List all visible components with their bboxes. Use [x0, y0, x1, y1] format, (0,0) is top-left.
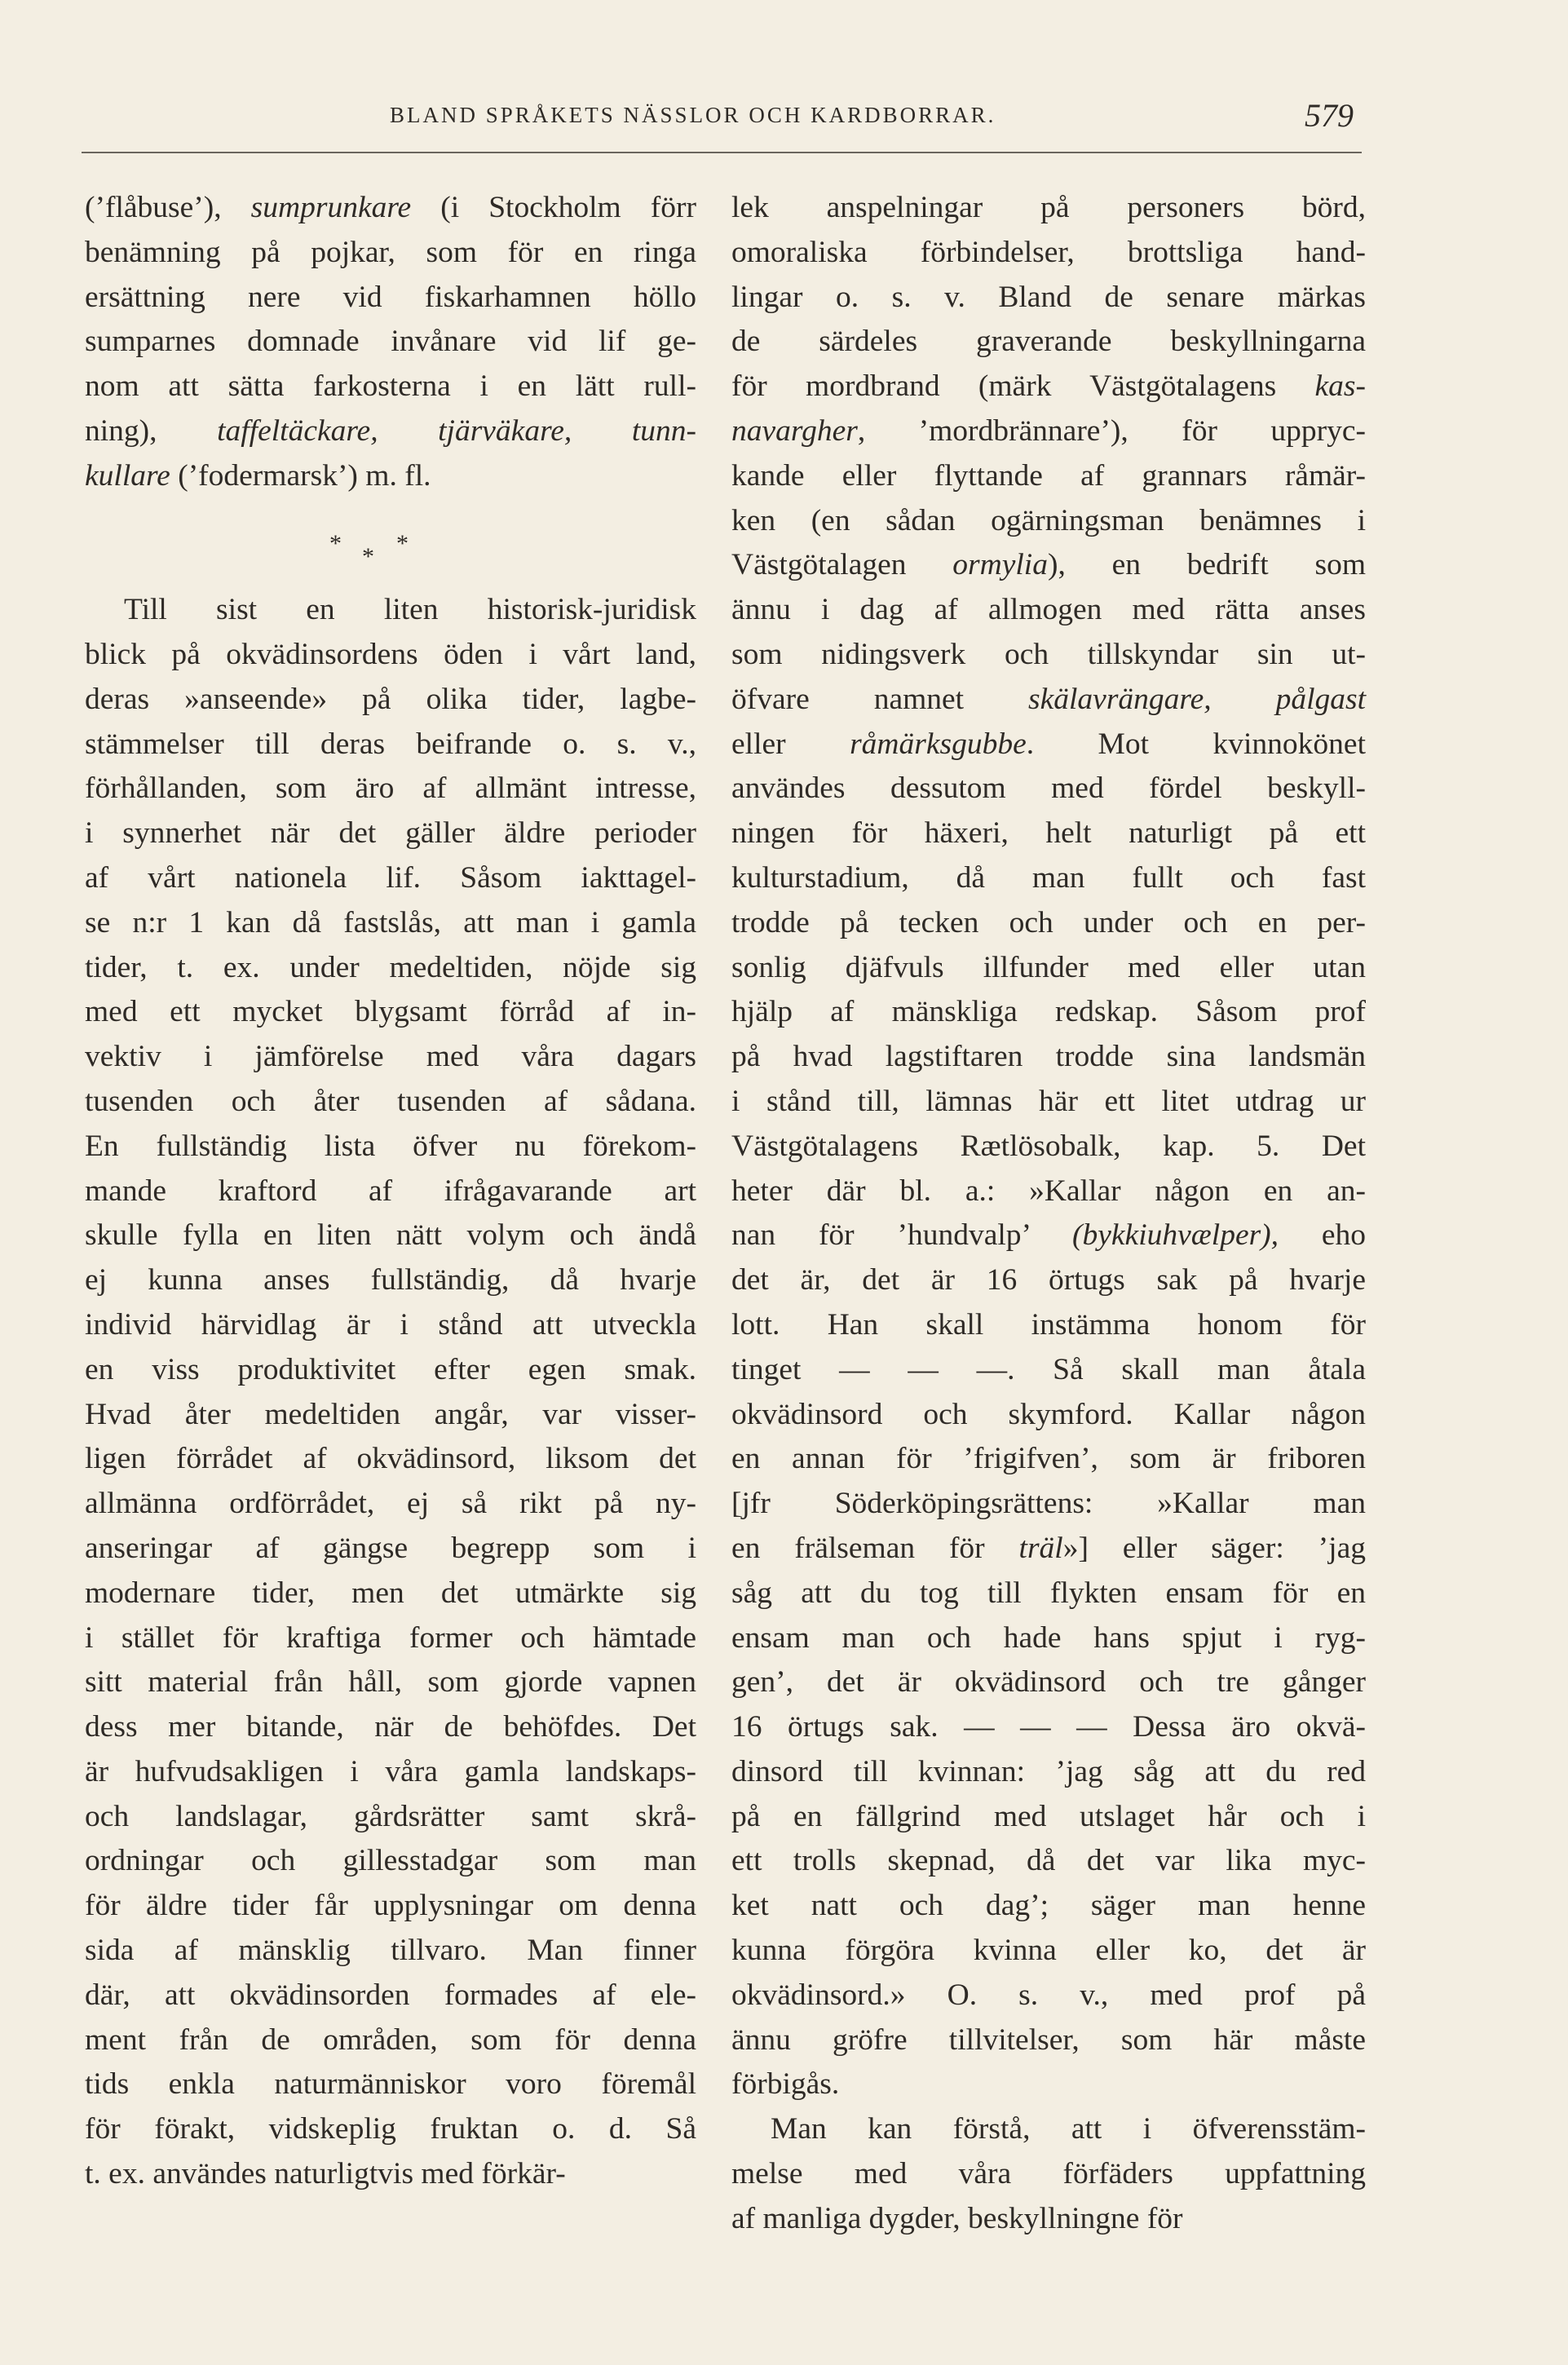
italic-term: kas- — [1314, 369, 1366, 404]
text-line — [731, 1348, 1366, 1393]
text-run: ej kunna anses fullständig, då hvarje — [85, 1263, 696, 1297]
text-run: ning), — [85, 413, 218, 448]
text-line — [731, 1660, 1366, 1705]
text-line — [85, 1527, 696, 1572]
text-run: nan för ’hundvalp’ — [731, 1218, 1073, 1253]
text-run: ningen för häxeri, helt naturligt på ett — [731, 816, 1366, 851]
text-line — [85, 633, 696, 678]
text-run: ännu i dag af allmogen med rätta anses — [731, 593, 1366, 627]
text-run: ordningar och gillesstadgar som man — [85, 1844, 696, 1878]
text-line — [731, 633, 1366, 678]
text-line — [731, 990, 1366, 1035]
italic-term: råmärksgubbe — [850, 727, 1027, 761]
text-line — [85, 946, 696, 991]
text-run: ersättning nere vid fiskarhamnen höllo — [85, 280, 696, 314]
text-run: af vårt nationela lif. Såsom iakttagel- — [85, 860, 696, 895]
text-run: för förakt, vidskeplig fruktan o. d. Så — [85, 2112, 696, 2146]
text-line — [85, 1348, 696, 1393]
italic-term: skälavrängare, pålgast — [1028, 682, 1366, 716]
text-run: heter där bl. a.: »Kallar någon en an- — [731, 1174, 1366, 1208]
text-run: Västgötalagen — [731, 548, 953, 582]
text-run: blick på okvädinsordens öden i vårt land, — [85, 637, 696, 671]
text-run: som nidingsverk och tillskyndar sin ut- — [731, 637, 1366, 671]
text-line — [85, 723, 696, 767]
text-run: eller — [731, 727, 850, 761]
text-line — [731, 2062, 1366, 2107]
paragraph — [85, 588, 696, 2197]
text-run: Man kan förstå, att i öfverensstäm- — [771, 2112, 1366, 2146]
text-run: användes dessutom med fördel beskyll- — [731, 771, 1366, 806]
text-line — [731, 454, 1366, 499]
text-line — [731, 2197, 1366, 2242]
text-run: ett trolls skepnad, då det var lika myc- — [731, 1844, 1366, 1878]
text-line — [85, 1929, 696, 1974]
text-run: dinsord till kvinnan: ’jag såg att du red — [731, 1754, 1366, 1788]
text-line — [731, 1437, 1366, 1482]
text-run: . Mot kvinnokönet — [1026, 727, 1366, 761]
italic-term: taffeltäckare, tjärväkare, tunn- — [217, 413, 696, 448]
text-line — [85, 2152, 696, 2197]
asterism-star: * — [362, 542, 374, 570]
text-line — [85, 1974, 696, 2018]
text-run: deras »anseende» på olika tider, lagbe- — [85, 682, 696, 716]
text-run: sumparnes domnade invånare vid lif ge- — [85, 325, 696, 359]
text-run: ligen förrådet af okvädinsord, liksom det — [85, 1442, 696, 1476]
text-line — [85, 320, 696, 365]
text-line — [731, 543, 1366, 588]
text-line — [731, 678, 1366, 723]
text-run: lott. Han skall instämma honom för — [731, 1307, 1366, 1342]
text-line — [85, 1616, 696, 1661]
text-line — [85, 2062, 696, 2107]
text-line — [731, 1616, 1366, 1661]
text-line — [731, 1929, 1366, 1974]
text-run: i stånd till, lämnas här ett litet utdrag ur — [731, 1084, 1366, 1118]
text-line — [731, 856, 1366, 901]
text-run: »] eller säger: ’jag — [1062, 1531, 1366, 1565]
paragraph — [731, 186, 1366, 2107]
text-line — [85, 1213, 696, 1258]
text-line — [731, 1705, 1366, 1750]
text-line — [731, 946, 1366, 991]
text-run: kunna förgöra kvinna eller ko, det är — [731, 1934, 1366, 1968]
text-run: förhållanden, som äro af allmänt intresse, — [85, 771, 696, 806]
text-run: sitt material från håll, som gjorde vapnen — [85, 1665, 696, 1700]
text-line — [731, 767, 1366, 811]
text-run: , ’mordbrännare’), för uppryc- — [857, 413, 1366, 448]
text-line — [85, 1750, 696, 1795]
text-line — [731, 231, 1366, 276]
text-run: ket natt och dag’; säger man henne — [731, 1889, 1366, 1923]
text-line — [731, 1750, 1366, 1795]
text-line — [85, 811, 696, 856]
text-run: på en fällgrind med utslaget hår och i — [731, 1799, 1366, 1833]
text-line — [731, 1125, 1366, 1169]
text-line — [731, 409, 1366, 454]
text-run: 16 örtugs sak. — — — Dessa äro okvä- — [731, 1710, 1366, 1744]
text-run: lek anspelningar på personers börd, — [731, 191, 1366, 224]
text-line — [85, 1080, 696, 1125]
text-run: En fullständig lista öfver nu förekom- — [85, 1129, 696, 1163]
text-run: kande eller flyttande af grannars råmär- — [731, 458, 1366, 493]
text-line — [731, 2107, 1366, 2152]
text-run: (’fodermarsk’) m. fl. — [170, 458, 431, 493]
text-run: i synnerhet när det gäller äldre perioder — [85, 816, 696, 851]
text-line — [731, 901, 1366, 946]
text-line — [85, 231, 696, 276]
text-line — [731, 588, 1366, 633]
text-run: Västgötalagens Rætlösobalk, kap. 5. Det — [731, 1129, 1366, 1163]
text-line — [731, 1884, 1366, 1929]
text-line — [85, 1125, 696, 1169]
text-line — [731, 320, 1366, 365]
right-column — [731, 186, 1366, 2242]
italic-term: navargher — [731, 413, 858, 448]
text-line — [85, 2018, 696, 2063]
asterism — [85, 499, 696, 589]
left-column — [85, 186, 696, 2197]
text-run: tinget — — —. Så skall man åtala — [731, 1352, 1366, 1386]
text-run: individ härvidlag är i stånd att utveckla — [85, 1307, 696, 1342]
text-run: okvädinsord och skymford. Kallar någon — [731, 1397, 1366, 1431]
text-run: det är, det är 16 örtugs sak på hvarje — [731, 1263, 1366, 1297]
text-run: stämmelser till deras beifrande o. s. v., — [85, 727, 696, 761]
text-line — [85, 186, 696, 231]
text-run: vektiv i jämförelse med våra dagars — [85, 1040, 696, 1074]
text-line — [731, 1213, 1366, 1258]
text-line — [731, 1795, 1366, 1840]
text-line — [85, 856, 696, 901]
text-run: förbigås. — [731, 2067, 840, 2102]
text-run: där, att okvädinsorden formades af ele- — [85, 1978, 696, 2012]
italic-term: ormylia — [952, 548, 1048, 582]
text-line — [731, 1393, 1366, 1438]
italic-term: kullare — [85, 458, 170, 493]
text-run: hjälp af mänskliga redskap. Såsom prof — [731, 995, 1366, 1029]
text-line — [85, 901, 696, 946]
text-line — [85, 1035, 696, 1080]
page-number: 579 — [1305, 97, 1354, 134]
text-run: tids enkla naturmänniskor voro föremål — [85, 2067, 696, 2102]
italic-term: sumprunkare — [250, 191, 412, 224]
text-run: allmänna ordförrådet, ej så rikt på ny- — [85, 1487, 696, 1521]
text-run: sonlig djäfvuls illfunder med eller utan — [731, 950, 1366, 984]
text-line — [731, 1482, 1366, 1527]
text-line — [85, 1839, 696, 1884]
text-run: för mordbrand (märk Västgötalagens — [731, 369, 1315, 404]
text-line — [85, 1169, 696, 1214]
italic-term: träl — [1018, 1531, 1063, 1565]
text-run: skulle fylla en liten nätt volym och ändå — [85, 1218, 696, 1253]
text-line — [85, 1258, 696, 1303]
text-run: sida af mänsklig tillvaro. Man finner — [85, 1934, 696, 1968]
text-line — [85, 1482, 696, 1527]
text-line — [85, 1795, 696, 1840]
text-run: trodde på tecken och under och en per- — [731, 905, 1366, 939]
text-line — [731, 499, 1366, 544]
text-line — [85, 365, 696, 409]
running-head: BLAND SPRÅKETS NÄSSLOR OCH KARDBORRAR. — [390, 103, 996, 127]
text-line — [85, 1572, 696, 1616]
text-line — [85, 1303, 696, 1348]
text-run: melse med våra förfäders uppfattning — [731, 2157, 1366, 2191]
text-run: en annan för ’frigifven’, som är friboren — [731, 1442, 1366, 1476]
text-line — [85, 588, 696, 633]
text-run: en viss produktivitet efter egen smak. — [85, 1352, 696, 1386]
asterism-star: * — [396, 529, 409, 557]
text-run: okvädinsord.» O. s. v., med prof på — [731, 1978, 1366, 2012]
text-run: ), en bedrift som — [1047, 548, 1366, 582]
text-run: tider, t. ex. under medeltiden, nöjde sig — [85, 950, 696, 984]
text-line — [731, 1303, 1366, 1348]
text-run: af manliga dygder, beskyllningne för — [731, 2201, 1183, 2235]
text-run: i stället för kraftiga former och hämtade — [85, 1620, 696, 1655]
text-run: nom att sätta farkosterna i en lätt rull- — [85, 369, 696, 404]
paragraph — [85, 186, 696, 499]
text-run: de särdeles graverande beskyllningarna — [731, 325, 1366, 359]
text-run: för äldre tider får upplysningar om denna — [85, 1889, 696, 1923]
text-run: benämning på pojkar, som för en ringa — [85, 235, 696, 269]
paragraph — [731, 2107, 1366, 2241]
text-line — [731, 1080, 1366, 1125]
asterism-star: * — [329, 529, 342, 557]
text-run: kulturstadium, då man fullt och fast — [731, 860, 1366, 895]
text-line — [731, 1974, 1366, 2018]
text-line — [731, 723, 1366, 767]
text-run: eho — [1279, 1218, 1366, 1253]
text-line — [731, 1527, 1366, 1572]
header-rule — [82, 152, 1362, 153]
text-line — [85, 1705, 696, 1750]
text-run: öfvare namnet — [731, 682, 1029, 716]
text-line — [731, 1035, 1366, 1080]
text-line — [85, 1437, 696, 1482]
text-line — [731, 276, 1366, 320]
text-run: tusenden och åter tusenden af sådana. — [85, 1084, 696, 1118]
text-line — [731, 365, 1366, 409]
text-run: [jfr Söderköpingsrättens: »Kallar man — [731, 1487, 1366, 1521]
text-run: anseringar af gängse begrepp som i — [85, 1531, 696, 1565]
text-run: modernare tider, men det utmärkte sig — [85, 1576, 696, 1610]
page-header — [82, 96, 1354, 145]
text-run: Till sist en liten historisk-juridisk — [124, 593, 696, 627]
text-run: dess mer bitande, när de behöfdes. Det — [85, 1710, 696, 1744]
text-line — [731, 1572, 1366, 1616]
text-line — [85, 409, 696, 454]
text-run: ensam man och hade hans spjut i ryg- — [731, 1620, 1366, 1655]
text-line — [85, 454, 696, 499]
italic-term: (bykkiuhvælper), — [1072, 1218, 1279, 1253]
text-line — [731, 1169, 1366, 1214]
text-run: Hvad åter medeltiden angår, var visser- — [85, 1397, 696, 1431]
text-run: och landslagar, gårdsrätter samt skrå- — [85, 1799, 696, 1833]
text-line — [85, 678, 696, 723]
text-run: på hvad lagstiftaren trodde sina landsmän — [731, 1040, 1366, 1074]
text-run: omoraliska förbindelser, brottsliga hand- — [731, 235, 1366, 269]
text-line — [731, 186, 1366, 231]
text-run: t. ex. användes naturligtvis med förkär- — [85, 2157, 566, 2191]
text-run: ännu gröfre tillvitelser, som här måste — [731, 2022, 1366, 2057]
text-line — [731, 1258, 1366, 1303]
text-run: med ett mycket blygsamt förråd af in- — [85, 995, 696, 1029]
text-line — [85, 2107, 696, 2152]
text-run: lingar o. s. v. Bland de senare märkas — [731, 280, 1366, 314]
text-line — [85, 1884, 696, 1929]
text-line — [731, 811, 1366, 856]
text-line — [731, 1839, 1366, 1884]
text-run: ment från de områden, som för denna — [85, 2022, 696, 2057]
text-run: är hufvudsakligen i våra gamla landskaps- — [85, 1754, 696, 1788]
text-run: se n:r 1 kan då fastslås, att man i gamla — [85, 905, 696, 939]
text-run: (’flåbuse’), — [85, 191, 251, 224]
text-run: (i Stockholm förr — [411, 191, 696, 224]
text-run: såg att du tog till flykten ensam för en — [731, 1576, 1366, 1610]
text-run: gen’, det är okvädinsord och tre gånger — [731, 1665, 1366, 1700]
text-run: mande kraftord af ifrågavarande art — [85, 1174, 696, 1208]
text-line — [85, 1660, 696, 1705]
text-run: en frälseman för — [731, 1531, 1019, 1565]
text-line — [85, 990, 696, 1035]
text-line — [85, 276, 696, 320]
text-line — [731, 2018, 1366, 2063]
text-line — [731, 2152, 1366, 2197]
text-line — [85, 767, 696, 811]
text-line — [85, 1393, 696, 1438]
text-run: ken (en sådan ogärningsman benämnes i — [731, 503, 1366, 537]
